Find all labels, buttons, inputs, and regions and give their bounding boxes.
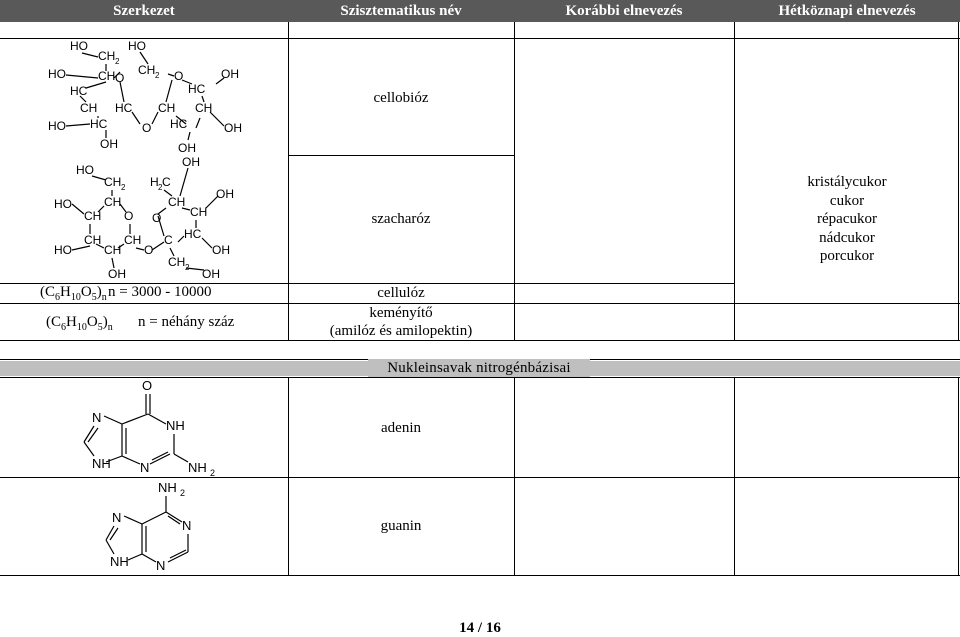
svg-text:2: 2 [115,57,120,66]
svg-text:N: N [156,558,166,573]
common-name-item: kristálycukor [807,174,887,190]
cellulose-name: cellulóz [377,285,425,301]
svg-text:H: H [150,175,159,189]
starch-n: n = néhány száz [138,314,235,330]
svg-text:HO: HO [54,243,72,257]
common-name-item: porcukor [819,248,875,264]
grid-line [514,22,515,340]
section-title: Nukleinsavak nitrogénbázisai [368,359,590,377]
svg-text:OH: OH [224,121,242,135]
svg-text:HO: HO [76,163,94,177]
common-name-item: nádcukor [819,229,875,246]
svg-text:HC: HC [70,84,88,98]
grid-line [958,377,959,575]
svg-text:2: 2 [180,488,186,498]
svg-text:HO: HO [48,67,66,81]
svg-text:CH: CH [195,101,213,115]
svg-text:CH: CH [84,209,102,223]
purine-base-1-structure [70,376,230,478]
starch-name-line2: (amilóz és amilopektin) [329,323,473,339]
starch-name-line1: keményítő [369,305,433,321]
svg-text:CH: CH [158,101,176,115]
common-name-item: cukor [829,192,865,209]
svg-text:O: O [174,69,184,83]
svg-text:HO: HO [48,119,66,133]
svg-text:2: 2 [121,183,126,192]
svg-text:N: N [182,518,192,533]
svg-text:HC: HC [115,101,133,115]
purine-base-2-structure [100,478,220,576]
header-structure: Szerkezet [113,3,175,19]
svg-text:CH: CH [168,255,186,269]
grid-line [288,155,514,156]
svg-text:CH: CH [98,49,116,63]
svg-text:O: O [152,211,162,225]
svg-text:OH: OH [221,67,239,81]
svg-text:CH: CH [104,243,122,257]
sucrose-structure [40,156,290,284]
base-1-name: adenin [381,420,421,436]
svg-text:OH: OH [178,141,196,155]
grid-line [0,340,960,341]
svg-text:N: N [92,410,102,425]
base-2-name: guanin [380,518,422,534]
svg-text:OH: OH [212,243,230,257]
svg-text:CH: CH [104,175,122,189]
svg-text:OH: OH [182,156,200,169]
svg-text:N: N [140,460,150,475]
svg-text:HO: HO [54,197,72,211]
grid-line [514,377,515,575]
svg-text:2: 2 [185,263,190,272]
grid-line [734,377,735,575]
svg-text:HC: HC [188,82,206,96]
starch-formula: $(C_6H_{10}O_5)_n$ [46,314,113,333]
svg-text:N: N [112,510,122,525]
cellobiose-name: cellobióz [373,90,429,106]
cellulose-formula: $(C_6H_{10}O_5)_n$ [40,284,107,303]
svg-text:CH: CH [168,195,186,209]
svg-text:2: 2 [158,183,163,192]
svg-text:NH: NH [92,456,111,471]
svg-text:HC: HC [170,117,188,131]
svg-text:CH: CH [190,205,208,219]
svg-text:CH: CH [124,233,142,247]
svg-text:O: O [115,71,125,85]
svg-text:HO: HO [128,39,146,53]
cellulose-n: n = 3000 - 10000 [108,284,212,300]
svg-text:2: 2 [155,71,160,80]
grid-line [288,377,289,575]
svg-text:CH: CH [84,233,102,247]
svg-text:HC: HC [90,117,108,131]
svg-text:CH: CH [104,195,122,209]
svg-text:NH: NH [158,480,177,495]
svg-text:HC: HC [184,227,202,241]
svg-text:CH: CH [98,69,116,83]
svg-text:C: C [162,175,171,189]
svg-text:NH: NH [110,554,129,569]
svg-text:OH: OH [108,267,126,281]
svg-text:2: 2 [210,468,216,478]
svg-text:O: O [142,378,153,393]
svg-text:O: O [142,121,152,135]
cellobiose-structure [40,38,290,156]
svg-text:CH: CH [138,63,156,77]
svg-text:HO: HO [70,39,88,53]
svg-text:NH: NH [188,460,207,475]
svg-text:OH: OH [100,137,118,151]
sucrose-name: szacharóz [371,211,431,227]
common-name-item: répacukor [817,211,877,227]
svg-text:OH: OH [202,267,220,281]
sucrose-common-names [734,173,960,266]
svg-text:C: C [164,233,173,247]
svg-text:O: O [144,243,154,257]
page-number: 14 / 16 [459,620,501,636]
svg-text:OH: OH [216,187,234,201]
header-common-name: Hétköznapi elnevezés [778,3,916,19]
svg-text:O: O [124,209,134,223]
header-former-name: Korábbi elnevezés [565,3,683,19]
header-systematic-name: Szisztematikus név [340,3,462,19]
svg-text:NH: NH [166,418,185,433]
starch-name [288,304,514,340]
svg-text:CH: CH [80,101,98,115]
